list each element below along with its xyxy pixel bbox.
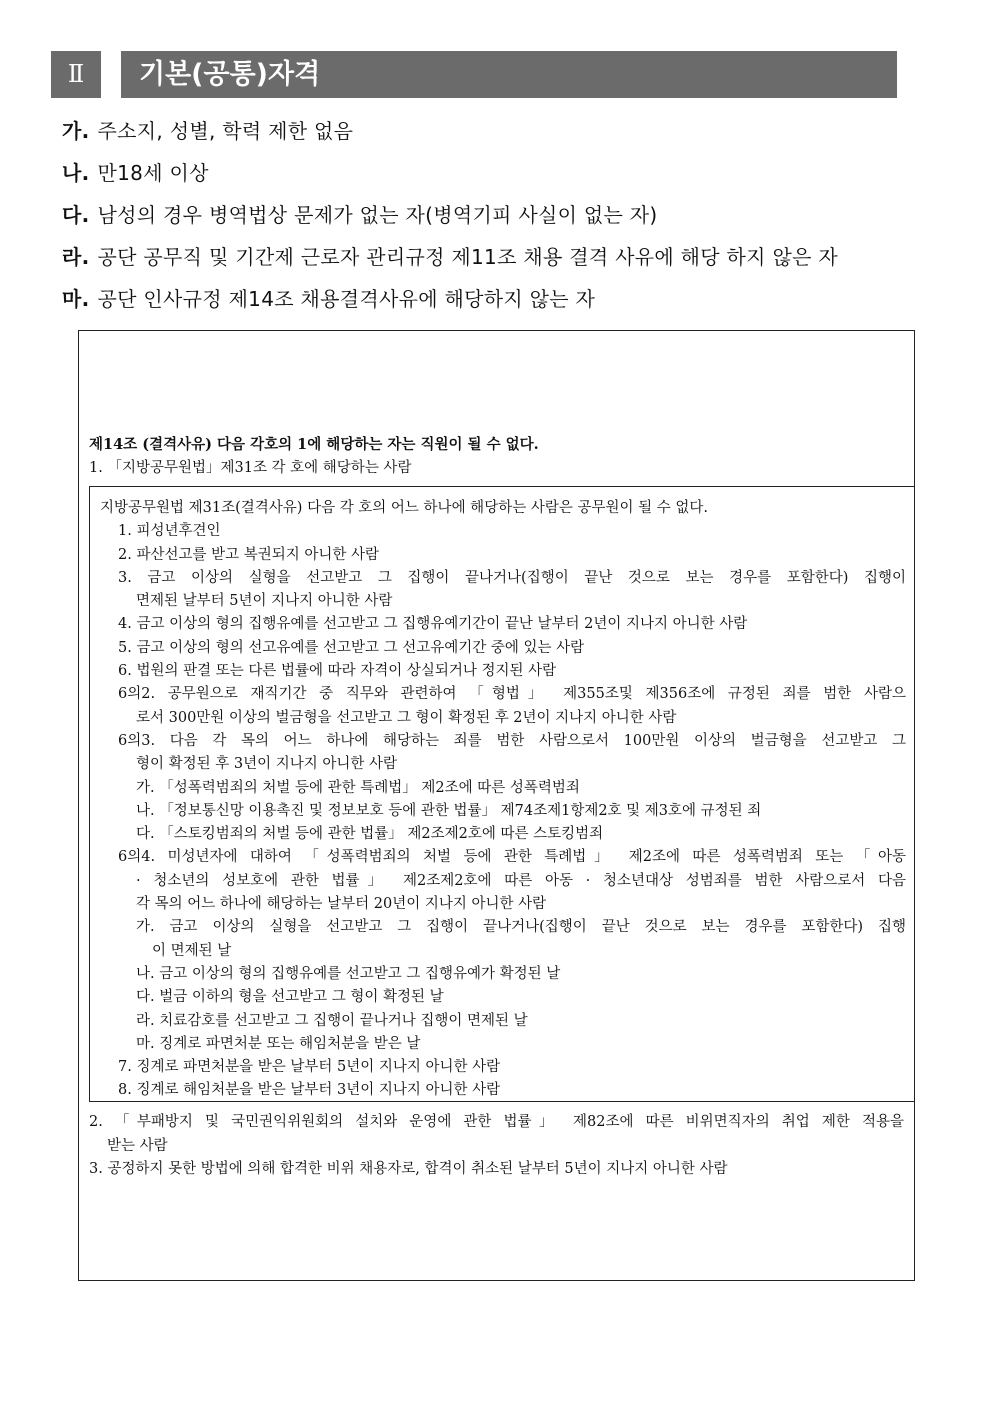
- article-31-line: 7. 징계로 파면처분을 받은 날부터 5년이 지나지 아니한 사람: [118, 1059, 501, 1076]
- article-14-box: [78, 330, 915, 1281]
- article-14-item-3: 3. 공정하지 못한 방법에 의해 합격한 비위 채용자로, 합격이 취소된 날부터 5년이 지나지 아니한 사람: [89, 1161, 728, 1177]
- article-31-line: 마. 징계로 파면처분 또는 해임처분을 받은 날: [136, 1035, 421, 1052]
- article-14-item-2-line-1: 2. 「부패방지 및 국민권익위원회의 설치와 운영에 관한 법률」 제82조에 따른 비위면직자의 취업 제한 적용을: [89, 1114, 904, 1130]
- article-31-items: [100, 520, 914, 1102]
- article-31-line: 1. 피성년후견인: [118, 523, 221, 540]
- article-31-line: 라. 치료감호를 선고받고 그 집행이 끝나거나 집행이 면제된 날: [136, 1012, 528, 1029]
- item-marker: 나.: [62, 161, 90, 185]
- section-numeral: Ⅱ: [51, 51, 101, 98]
- item-text: 공단 인사규정 제14조 채용결격사유에 해당하지 않는 자: [97, 287, 596, 311]
- section-header: [51, 51, 897, 98]
- article-31-line: 6의2. 공무원으로 재직기간 중 직무와 관련하여 「형법」 제355조및 제356조에 규정된 죄를 범한 사람으: [118, 686, 906, 703]
- article-31-line: 6의3. 다음 각 목의 어느 하나에 해당하는 죄를 범한 사람으로서 100만원 이상의 벌금형을 선고받고 그: [118, 732, 906, 749]
- section-title: 기본(공통)자격: [121, 51, 897, 98]
- item-text: 남성의 경우 병역법상 문제가 없는 자(병역기피 사실이 없는 자): [97, 203, 658, 227]
- item-text: 만18세 이상: [97, 161, 209, 185]
- article-31-line: 5. 금고 이상의 형의 선고유예를 선고받고 그 선고유예기간 중에 있는 사람: [118, 639, 585, 656]
- article-31-line: 나. 「정보통신망 이용촉진 및 정보보호 등에 관한 법률」 제74조제1항제2호 및 제3호에 규정된 죄: [136, 802, 762, 819]
- article-14-bottom: [89, 1111, 904, 1182]
- local-civil-service-act-box: [89, 486, 914, 1102]
- article-31-line: 4. 금고 이상의 형의 집행유예를 선고받고 그 집행유예기간이 끝난 날부터 2년이 지나지 아니한 사람: [118, 616, 748, 633]
- article-31-line: 8. 징계로 해임처분을 받은 날부터 3년이 지나지 아니한 사람: [118, 1082, 501, 1099]
- item-marker: 마.: [62, 287, 90, 311]
- article-14-item-1: 1. 「지방공무원법」제31조 각 호에 해당하는 사람: [89, 459, 412, 476]
- article-31-line: · 청소년의 성보호에 관한 법률」 제2조제2호에 따른 아동 · 청소년대상 성범죄를 범한 사람으로서 다음: [136, 872, 906, 889]
- article-31-line: 가. 금고 이상의 실형을 선고받고 그 집행이 끝나거나(집행이 끝난 것으로 보는 경우를 포함한다) 집행: [136, 919, 906, 936]
- article-31-line: 3. 금고 이상의 실형을 선고받고 그 집행이 끝나거나(집행이 끝난 것으로 보는 경우를 포함한다) 집행이: [118, 569, 906, 586]
- qualification-item: [62, 112, 942, 154]
- article-31-line: 2. 파산선고를 받고 복권되지 아니한 사람: [118, 546, 379, 563]
- item-marker: 가.: [62, 119, 90, 143]
- qualification-item: [62, 280, 942, 322]
- article-31-line: 다. 「스토킹범죄의 처벌 등에 관한 법률」 제2조제2호에 따른 스토킹범죄: [136, 826, 604, 843]
- article-31-line: 면제된 날부터 5년이 지나지 아니한 사람: [136, 593, 393, 610]
- qualification-item: [62, 154, 942, 196]
- article-31-line: 각 목의 어느 하나에 해당하는 날부터 20년이 지나지 아니한 사람: [136, 896, 547, 913]
- article-31-line: 다. 벌금 이하의 형을 선고받고 그 형이 확정된 날: [136, 989, 444, 1006]
- article-31-intro: 지방공무원법 제31조(결격사유) 다음 각 호의 어느 하나에 해당하는 사람은 공무원이 될 수 없다.: [100, 500, 708, 516]
- article-31-line: 6. 법원의 판결 또는 다른 법률에 따라 자격이 상실되거나 정지된 사람: [118, 663, 557, 680]
- item-text: 공단 공무직 및 기간제 근로자 관리규정 제11조 채용 결격 사유에 해당 하지 않은 자: [97, 245, 838, 269]
- qualification-item: [62, 196, 942, 238]
- article-14-top: [89, 433, 904, 480]
- qualification-list: [62, 112, 942, 322]
- item-marker: 라.: [62, 245, 90, 269]
- article-14-heading: 제14조 (결격사유) 다음 각호의 1에 해당하는 자는 직원이 될 수 없다.: [89, 436, 539, 453]
- article-14-item-2-line-2: 받는 사람: [107, 1137, 168, 1154]
- item-text: 주소지, 성별, 학력 제한 없음: [97, 119, 354, 143]
- article-31-line: 로서 300만원 이상의 벌금형을 선고받고 그 형이 확정된 후 2년이 지나지 아니한 사람: [136, 709, 677, 726]
- item-marker: 다.: [62, 203, 90, 227]
- article-31-line: 이 면제된 날: [152, 942, 232, 959]
- article-31-line: 6의4. 미성년자에 대하여 「성폭력범죄의 처벌 등에 관한 특례법」 제2조에 따른 성폭력범죄 또는 「아동: [118, 849, 906, 866]
- article-31-line: 형이 확정된 후 3년이 지나지 아니한 사람: [136, 756, 397, 773]
- qualification-item: [62, 238, 942, 280]
- article-31-line: 나. 금고 이상의 형의 집행유예를 선고받고 그 집행유예가 확정된 날: [136, 965, 561, 982]
- article-31-line: 가. 「성폭력범죄의 처벌 등에 관한 특례법」 제2조에 따른 성폭력범죄: [136, 779, 580, 796]
